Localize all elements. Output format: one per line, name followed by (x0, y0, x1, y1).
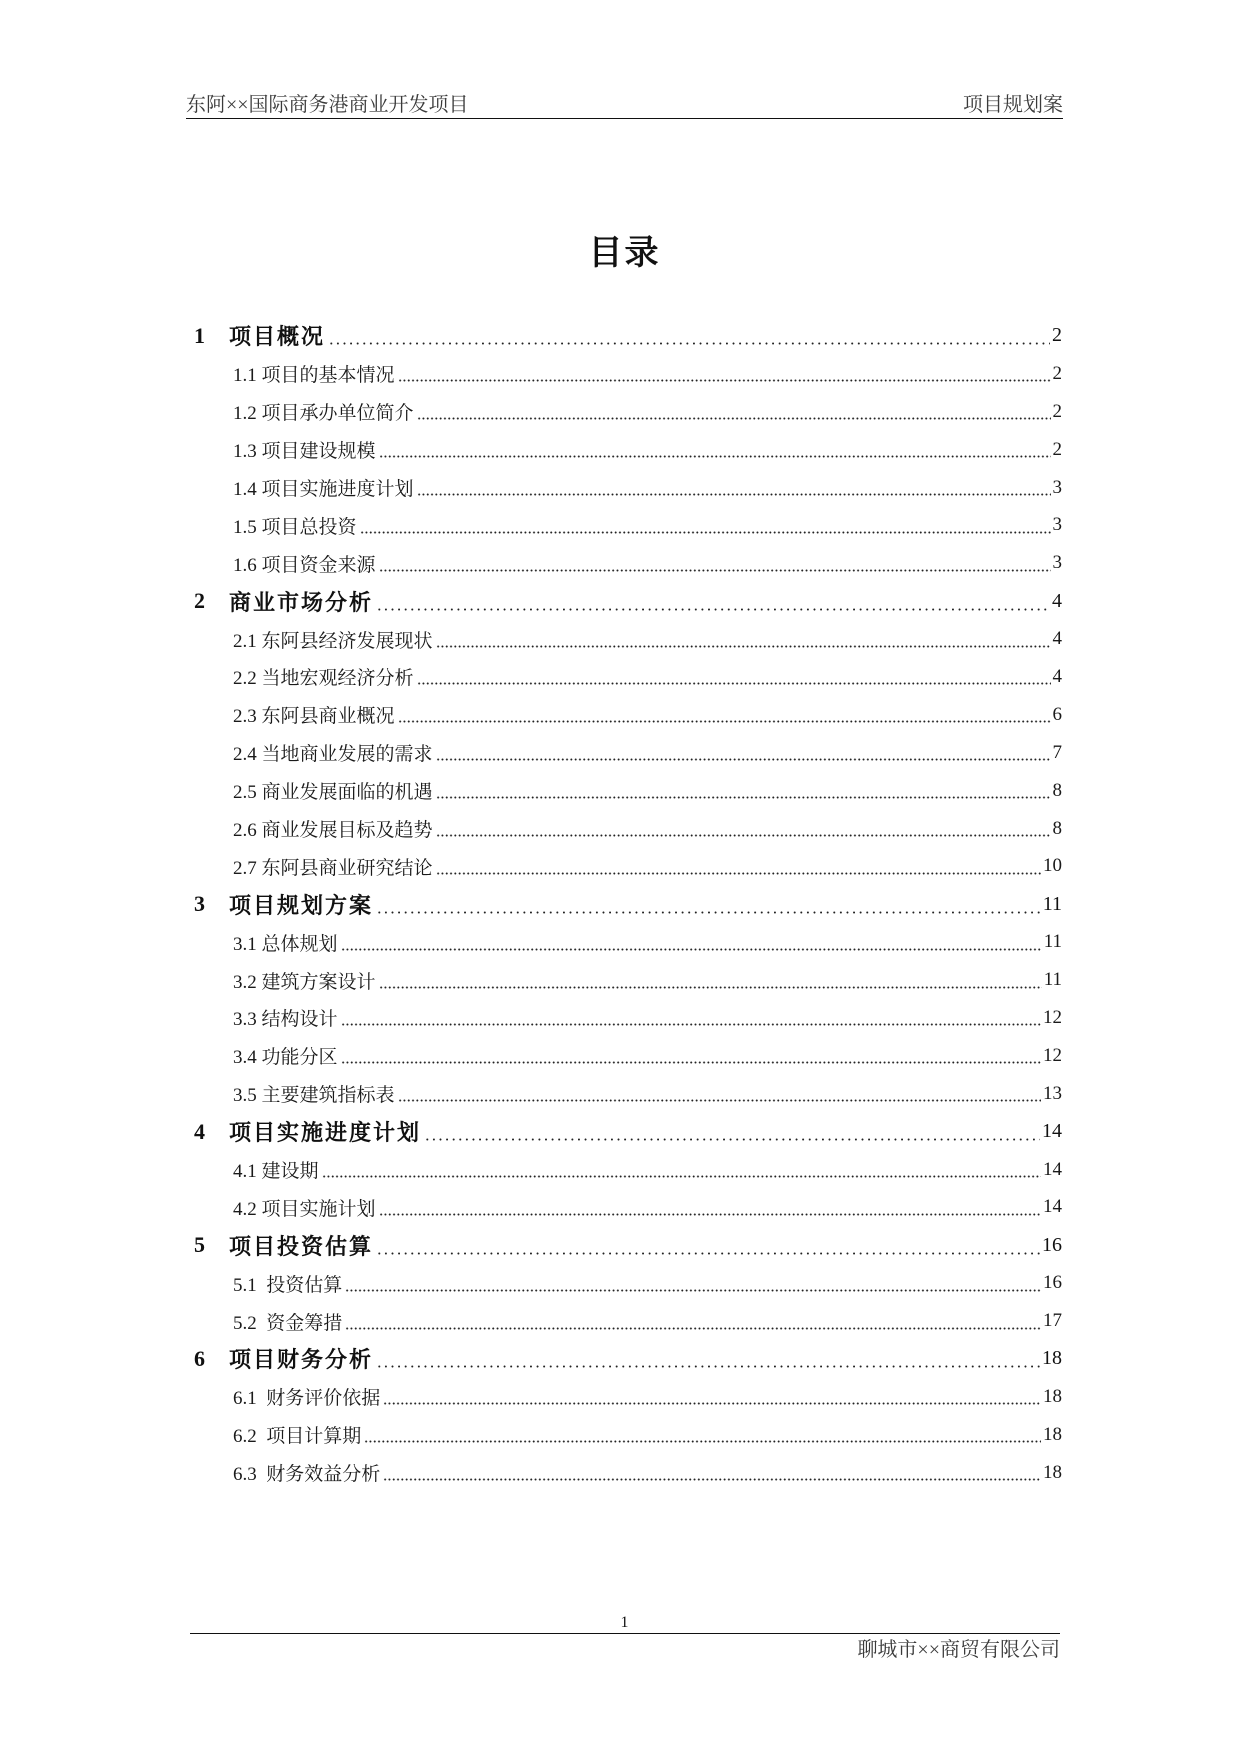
toc-page-number: 3 (1052, 514, 1062, 536)
toc-page-number: 18 (1043, 1461, 1062, 1483)
toc-chapter-number: 2 (194, 588, 205, 614)
toc-section-entry (190, 393, 1062, 431)
toc-section-entry (190, 658, 1062, 696)
toc-dot-leader (341, 948, 1042, 951)
toc-dot-leader (398, 720, 1051, 723)
toc-dot-leader (417, 493, 1051, 496)
toc-chapter-entry (190, 317, 1062, 355)
toc-page-number: 13 (1043, 1082, 1062, 1104)
toc-dot-leader (383, 1478, 1041, 1481)
toc-dot-leader (376, 1365, 1040, 1368)
toc-section-entry (190, 506, 1062, 544)
toc-page-number: 3 (1052, 552, 1062, 574)
toc-dot-leader (345, 1289, 1041, 1292)
toc-entry-title: 项目实施进度计划 (229, 1120, 422, 1146)
toc-page-number: 18 (1043, 1385, 1062, 1407)
toc-section-entry (190, 1075, 1062, 1113)
toc-page-number: 12 (1043, 1044, 1062, 1066)
toc-entry-title: 1.4 项目实施进度计划 (233, 479, 414, 500)
toc-entry-title: 1.3 项目建设规模 (233, 441, 376, 463)
toc-dot-leader (360, 531, 1051, 534)
toc-dot-leader (376, 1252, 1040, 1255)
toc-dot-leader (436, 834, 1051, 837)
toc-entry-title: 项目规划方案 (229, 892, 374, 918)
toc-dot-leader (398, 1099, 1041, 1102)
toc-entry-title: 1.5 项目总投资 (233, 516, 357, 538)
toc-section-entry (190, 810, 1062, 848)
toc-page-number: 12 (1043, 1006, 1062, 1028)
toc-dot-leader (417, 682, 1051, 685)
toc-dot-leader (379, 569, 1051, 572)
toc-page-number: 2 (1052, 324, 1062, 347)
toc-dot-leader (436, 796, 1051, 799)
toc-dot-leader (376, 911, 1041, 914)
toc-chapter-number: 3 (194, 891, 205, 917)
toc-dot-leader (328, 342, 1050, 345)
toc-entry-title: 3.4 功能分区 (233, 1047, 338, 1069)
toc-section-entry (190, 999, 1062, 1037)
toc-section-entry (190, 1264, 1062, 1302)
toc-entry-title: 1.6 项目资金来源 (233, 554, 376, 576)
toc-page-number: 2 (1052, 438, 1062, 460)
toc-page-number: 18 (1042, 1347, 1062, 1370)
toc-entry-title: 4.1 建设期 (233, 1161, 319, 1183)
toc-dot-leader (436, 872, 1041, 875)
toc-page-number: 4 (1052, 628, 1062, 650)
toc-page-number: 14 (1042, 1120, 1062, 1143)
toc-dot-leader (341, 1023, 1041, 1026)
toc-page-number: 14 (1043, 1158, 1062, 1180)
toc-entry-title: 2.6 商业发展目标及趋势 (233, 820, 433, 842)
toc-chapter-number: 6 (194, 1345, 205, 1371)
toc-section-entry (190, 847, 1062, 885)
toc-entry-title: 2.2 当地宏观经济分析 (233, 668, 414, 690)
toc-section-entry (190, 1416, 1062, 1454)
toc-chapter-entry (190, 1340, 1062, 1378)
toc-section-entry (190, 696, 1062, 734)
toc-section-entry (190, 355, 1062, 393)
toc-entry-title: 3.3 结构设计 (233, 1009, 338, 1031)
toc-dot-leader (398, 379, 1051, 382)
toc-entry-title: 3.5 主要建筑指标表 (233, 1085, 395, 1107)
toc-entry-title: 1.1 项目的基本情况 (233, 365, 395, 387)
toc-chapter-number: 5 (194, 1232, 205, 1258)
toc-dot-leader (383, 1402, 1041, 1405)
toc-chapter-entry (190, 1226, 1062, 1264)
toc-entry-title: 5.2 资金筹措 (233, 1312, 343, 1334)
page-header (186, 88, 1063, 119)
toc-dot-leader (436, 758, 1051, 761)
toc-section-entry (190, 1454, 1062, 1492)
toc-section-entry (190, 734, 1062, 772)
toc-section-entry (190, 1378, 1062, 1416)
toc-page-number: 11 (1043, 931, 1062, 953)
toc-entry-title: 6.2 项目计算期 (233, 1426, 362, 1448)
toc-entry-title: 2.5 商业发展面临的机遇 (233, 782, 433, 804)
toc-section-entry (190, 923, 1062, 961)
toc-dot-leader (345, 1327, 1041, 1330)
toc-section-entry (190, 1151, 1062, 1189)
toc-page-number: 2 (1052, 400, 1062, 422)
toc-section-entry (190, 620, 1062, 658)
toc-section-entry (190, 544, 1062, 582)
toc-heading: 目录 (588, 235, 661, 272)
toc-page-number: 2 (1052, 362, 1062, 384)
toc-dot-leader (376, 608, 1050, 611)
toc-page-number: 16 (1043, 1272, 1062, 1294)
toc-page-number: 14 (1043, 1196, 1062, 1218)
toc-chapter-entry (190, 885, 1062, 923)
toc-section-entry (190, 772, 1062, 810)
toc-entry-title: 商业市场分析 (229, 589, 374, 615)
toc-entry-title: 3.2 建筑方案设计 (233, 971, 376, 993)
toc-entry-title: 1.2 项目承办单位简介 (233, 403, 414, 425)
toc-page-number: 3 (1052, 476, 1062, 498)
toc-entry-title: 6.1 财务评价依据 (233, 1388, 381, 1410)
toc-entry-title: 5.1 投资估算 (233, 1274, 343, 1296)
toc-chapter-number: 4 (194, 1118, 205, 1144)
toc-entry-title: 6.3 财务效益分析 (233, 1464, 381, 1486)
toc-page-number: 11 (1043, 969, 1062, 991)
toc-dot-leader (424, 1138, 1040, 1141)
toc-dot-leader (364, 1440, 1041, 1443)
toc-section-entry (190, 1037, 1062, 1075)
toc-dot-leader (379, 986, 1042, 989)
footer-page-number: 1 (620, 1614, 629, 1631)
toc-section-entry (190, 469, 1062, 507)
toc-entry-title: 3.1 总体规划 (233, 933, 338, 955)
toc-section-entry (190, 1302, 1062, 1340)
toc-entry-title: 2.4 当地商业发展的需求 (233, 744, 433, 766)
toc-chapter-number: 1 (194, 322, 205, 348)
toc-page-number: 4 (1052, 589, 1062, 612)
toc-entry-title: 项目财务分析 (229, 1347, 374, 1373)
toc-entry-title: 2.3 东阿县商业概况 (233, 706, 395, 728)
footer-company-name: 聊城市××商贸有限公司 (857, 1639, 1060, 1661)
toc-page-number: 8 (1052, 817, 1062, 839)
toc-chapter-entry (190, 582, 1062, 620)
toc-page-number: 16 (1042, 1233, 1062, 1256)
toc-page-number: 7 (1052, 741, 1062, 763)
toc-section-entry (190, 1188, 1062, 1226)
toc-dot-leader (417, 417, 1051, 420)
toc-page-number: 4 (1052, 665, 1062, 687)
toc-entry-title: 2.7 东阿县商业研究结论 (233, 857, 433, 879)
toc-entry-title: 2.1 东阿县经济发展现状 (233, 630, 433, 652)
table-of-contents (190, 317, 1062, 1492)
toc-dot-leader (322, 1175, 1041, 1178)
toc-page-number: 10 (1043, 855, 1062, 877)
toc-entry-title: 项目投资估算 (229, 1233, 374, 1259)
toc-section-entry (190, 431, 1062, 469)
toc-page-number: 11 (1042, 892, 1062, 915)
toc-page-number: 18 (1043, 1423, 1062, 1445)
toc-dot-leader (379, 1213, 1041, 1216)
toc-page-number: 6 (1052, 703, 1062, 725)
toc-page-number: 17 (1043, 1310, 1062, 1332)
toc-entry-title: 4.2 项目实施计划 (233, 1198, 376, 1220)
header-document-type: 项目规划案 (963, 94, 1063, 116)
toc-chapter-entry (190, 1113, 1062, 1151)
toc-dot-leader (379, 455, 1051, 458)
toc-section-entry (190, 961, 1062, 999)
header-project-name: 东阿××国际商务港商业开发项目 (186, 94, 469, 116)
toc-dot-leader (436, 645, 1051, 648)
footer-divider (190, 1633, 1060, 1634)
toc-entry-title: 项目概况 (229, 324, 326, 350)
toc-page-number: 8 (1052, 779, 1062, 801)
toc-dot-leader (341, 1061, 1041, 1064)
